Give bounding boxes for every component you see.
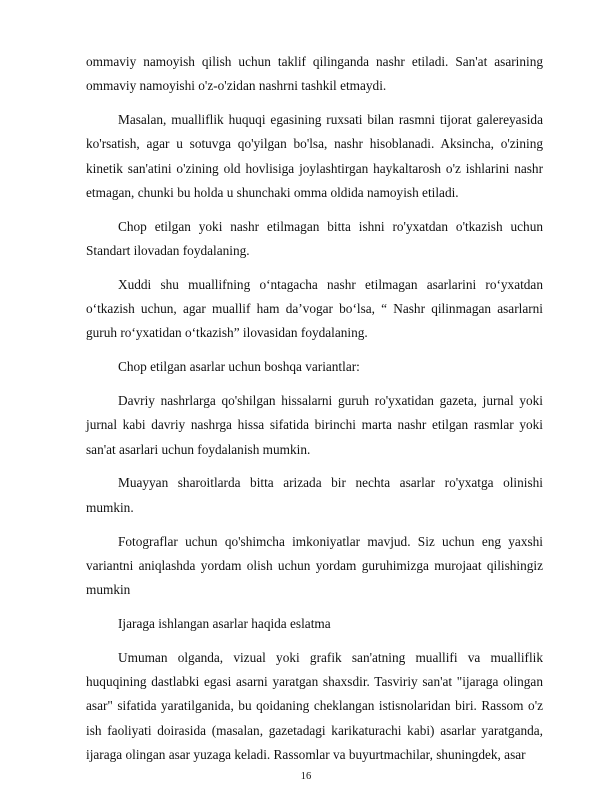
paragraph-8: Fotograflar uchun qo'shimcha imkoniyatlar mavjud. Siz uchun eng yaxshi variantni aniqlashda yordam olish uchun yordam guruhimizga murojaat qilishingiz mumkin [86,533,543,598]
paragraph-5: Chop etilgan asarlar uchun boshqa variantlar: [118,359,360,375]
paragraph-2: Masalan, mualliflik huquqi egasining ruxsati bilan rasmni tijorat galereyasida ko'rsatish, agar u sotuvga qo'yilgan bo'lsa, nashr hisoblanadi. Aksincha, o'zining kinetik san'atini o'zining old hovlisiga joylashtirgan haykaltarosh o'z ishlarini nashr etmagan, chunki bu holda u shunchaki omma oldida namoyish etiladi. [86,112,543,200]
section-heading: Ijaraga ishlangan asarlar haqida eslatma [118,615,331,631]
paragraph-3: Chop etilgan yoki nashr etilmagan bitta ishni ro'yxatdan o'tkazish uchun Standart ilovadan foydalaning. [86,218,543,259]
page-number: 16 [300,771,312,782]
paragraph-6: Davriy nashrlarga qo'shilgan hissalarni guruh ro'yxatidan gazeta, jurnal yoki jurnal kabi davriy nashrga hissa sifatida birinchi marta nashr etilgan rasmlar yoki san'at asarlari uchun foydalanish mumkin. [86,393,543,457]
paragraph-1: ommaviy namoyish qilish uchun taklif qilinganda nashr etiladi. San'at asarining ommaviy namoyishi o'z-o'zidan nashrni tashkil etmaydi. [86,54,543,94]
paragraph-4: Xuddi shu muallifning o‘ntagacha nashr etilmagan asarlarini ro‘yxatdan o‘tkazish uchun, agar muallif ham da’vogar bo‘lsa, “ Nashr qilinmagan asarlarni guruh ro‘yxatidan o‘tkazish” ilovasidan foydalaning. [86,276,543,341]
paragraph-7: Muayyan sharoitlarda bitta arizada bir nechta asarlar ro'yxatga olinishi mumkin. [86,475,543,515]
paragraph-10: Umuman olganda, vizual yoki grafik san'atning muallifi va mualliflik huquqining dastlabki egasi asarni yaratgan shaxsdir. Tasviriy san'at "ijaraga olingan asar" sifatida yaratilganida, bu qoidaning cheklangan istisnolaridan biri. Rassom o'z ish faoliyati doirasida (masalan, gazetadagi karikaturachi kabi) asarlar yaratganda, ijaraga olingan asar yuzaga keladi. Rassomlar va buyurtmachilar, shuningdek, asar [86,649,543,762]
document-page [86,50,543,767]
